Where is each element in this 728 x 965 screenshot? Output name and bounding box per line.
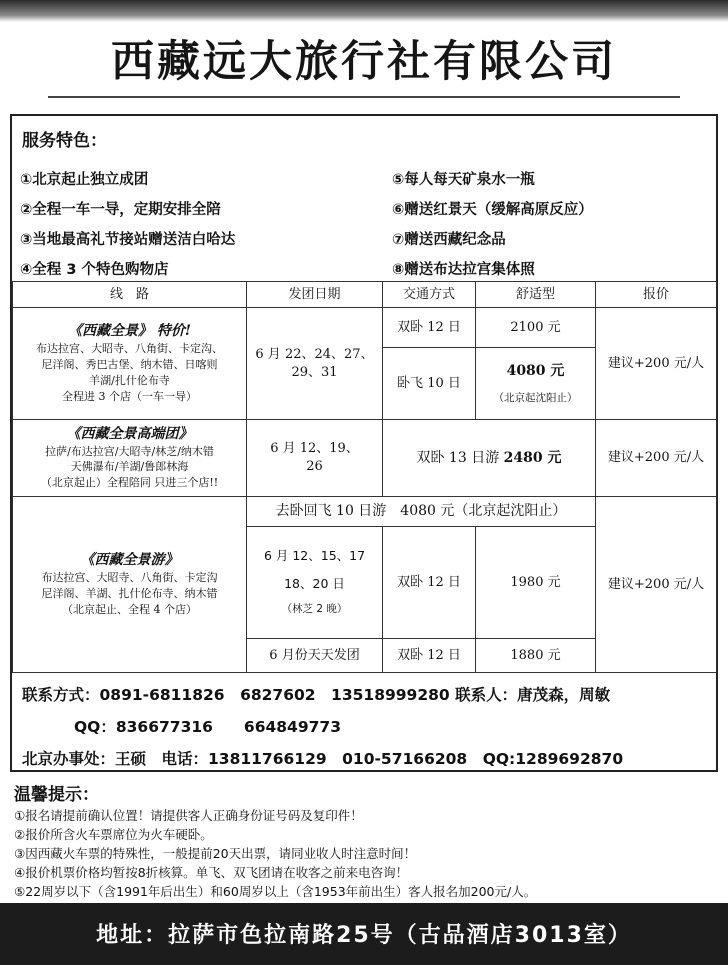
feature-item: ①北京起止独立成团 xyxy=(20,172,149,188)
route2-desc-line: （北京起止）全程陪同 只进三个店!! xyxy=(40,476,219,490)
date-line: 18、20 日 xyxy=(284,575,345,591)
feature-item: ⑧赠送布达拉宫集体照 xyxy=(392,262,535,278)
route1-price-b: 4080 元 xyxy=(506,362,565,379)
route1-desc-line: 全程进 3 个店（一车一导） xyxy=(62,389,197,403)
route3-flight-row: 去卧回飞 10 日游 4080 元（北京起沈阳止） xyxy=(247,497,596,527)
service-features xyxy=(12,116,716,281)
route1-price-b-cell xyxy=(476,348,596,420)
contact-section xyxy=(12,672,716,772)
table-row xyxy=(13,420,717,497)
route2-transport xyxy=(383,420,596,497)
route3-desc-line: 尼洋阁、羊湖、扎什伦布寺、纳木错 xyxy=(41,586,218,600)
route3-transport-b: 双卧 12 日 xyxy=(383,639,476,673)
route2-transport-label: 双卧 13 日游 xyxy=(416,449,504,466)
route3-desc-line: （北京起止、全程 4 个店） xyxy=(62,602,197,616)
company-name: 西藏远大旅行社有限公司 xyxy=(111,37,617,87)
contact-line: 联系方式：0891-6811826 6827602 13518999280 联系人：唐茂森，周敏 xyxy=(22,686,611,704)
table-header-row xyxy=(13,282,717,308)
header-quote: 报价 xyxy=(596,282,717,308)
route1-quote: 建议+200 元/人 xyxy=(596,308,717,420)
header-transport: 交通方式 xyxy=(383,282,476,308)
title-underline xyxy=(48,96,680,98)
route3-price-a: 1980 元 xyxy=(476,527,596,639)
tip-item: ②报价所含火车票席位为火车硬卧。 xyxy=(14,827,213,842)
feature-item: ⑦赠送西藏纪念品 xyxy=(392,232,506,248)
route3-cell xyxy=(13,497,247,673)
route1-price-a: 2100 元 xyxy=(476,308,596,348)
date-line: 26 xyxy=(306,459,323,474)
tip-item: ③因西藏火车票的特殊性，一般提前20天出票，请同业收人时注意时间！ xyxy=(14,846,417,861)
tips-title: 温馨提示： xyxy=(14,785,99,805)
route1-desc-line: 尼洋阁、秀巴古堡、纳木错、日喀则 xyxy=(41,358,218,371)
route2-name: 《西藏全景高端团》 xyxy=(66,425,193,442)
route-table xyxy=(12,281,717,673)
route3-transport-a: 双卧 12 日 xyxy=(383,527,476,639)
route3-dates xyxy=(247,527,383,639)
route3-daily-dates: 6 月份天天发团 xyxy=(247,639,383,673)
route1-price-b-note: （北京起沈阳止） xyxy=(493,391,578,404)
route3-desc-line: 布达拉宫、大昭寺、八角街、卡定沟 xyxy=(41,571,218,585)
table-row xyxy=(13,497,717,527)
route1-dates xyxy=(247,308,383,420)
route1-cell xyxy=(13,308,247,420)
header-comfort: 舒适型 xyxy=(476,282,596,308)
route1-desc-line: 羊湖/扎什伦布寺 xyxy=(89,373,170,387)
header-route: 线 路 xyxy=(13,282,247,308)
date-line: 6 月 12、19、 xyxy=(270,441,359,457)
route3-price-b: 1880 元 xyxy=(476,639,596,673)
feature-item: ②全程一车一导，定期安排全陪 xyxy=(20,202,221,218)
table-row xyxy=(13,308,717,348)
feature-item: ⑤每人每天矿泉水一瓶 xyxy=(392,172,535,188)
route1-transport-a: 双卧 12 日 xyxy=(383,308,476,348)
address: 地址：拉萨市色拉南路25号（古品酒店3013室） xyxy=(96,923,632,948)
date-line: 29、31 xyxy=(291,364,338,380)
feature-item: ③当地最高礼节接站赠送洁白哈达 xyxy=(20,232,236,248)
header-date: 发团日期 xyxy=(247,282,383,308)
route2-desc-line: 拉萨/布达拉宫/大昭寺/林芝/纳木错 xyxy=(45,444,214,458)
contact-qq-line: QQ：836677316 664849773 xyxy=(74,718,341,736)
route2-quote: 建议+200 元/人 xyxy=(596,420,717,497)
route1-transport-b: 卧飞 10 日 xyxy=(383,348,476,420)
feature-item: ⑥赠送红景天（缓解高原反应） xyxy=(392,202,593,218)
route3-name: 《西藏全景游》 xyxy=(80,552,179,569)
route2-price: 2480 元 xyxy=(503,449,562,466)
route1-name: 《西藏全景》 特价! xyxy=(67,323,192,340)
route2-dates xyxy=(247,420,383,497)
header-gradient-band xyxy=(0,0,728,22)
feature-item: ④全程 3 个特色购物店 xyxy=(20,262,169,278)
date-line: 6 月 22、24、27、 xyxy=(255,346,374,362)
tip-item: ⑤22周岁以下（含1991年后出生）和60周岁以上（含1953年前出生）客人报名加200元/人。 xyxy=(14,884,537,899)
route3-dates-note: （林芝 2 晚） xyxy=(281,603,348,616)
date-line: 6 月 12、15、17 xyxy=(263,548,366,564)
route2-desc-line: 天佛瀑布/羊湖/鲁郎林海 xyxy=(70,460,189,474)
beijing-office-line: 北京办事处：王硕 电话：13811766129 010-57166208 QQ:1289692870 xyxy=(22,750,624,768)
tip-item: ①报名请提前确认位置！请提供客人正确身份证号码及复印件！ xyxy=(14,808,363,823)
route3-quote: 建议+200 元/人 xyxy=(596,497,717,673)
route1-desc-line: 布达拉宫、大昭寺、八角街、卡定沟、 xyxy=(36,342,223,356)
route2-cell xyxy=(13,420,247,497)
features-title: 服务特色： xyxy=(22,131,107,151)
tip-item: ④报价机票价格均暂按8折核算。单飞、双飞团请在收客之前来电咨询！ xyxy=(14,865,409,880)
